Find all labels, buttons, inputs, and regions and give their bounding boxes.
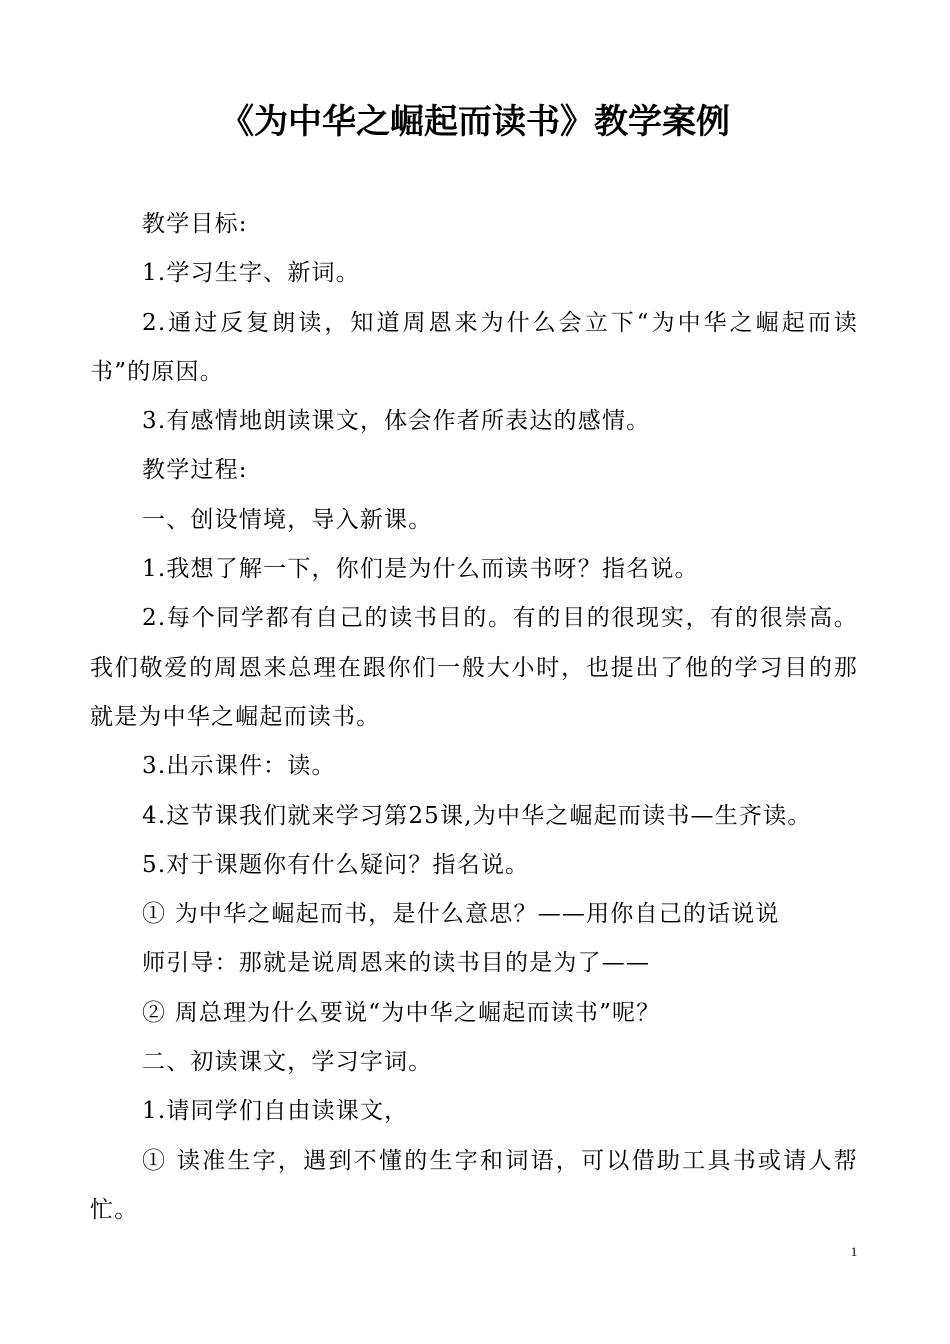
paragraph-step-1-5: 5.对于课题你有什么疑问？指名说。 [142, 851, 530, 878]
paragraph-question-1: ① 为中华之崛起而书，是什么意思？——用你自己的话说说 [142, 901, 780, 928]
paragraph-teacher-guide: 师引导：那就是说周恩来的读书目的是为了—— [142, 950, 651, 977]
paragraph-section-1-heading: 一、创设情境，导入新课。 [142, 506, 433, 533]
document-title: 《为中华之崛起而读书》教学案例 [220, 102, 730, 142]
paragraph-step-1-3: 3.出示课件：读。 [142, 753, 336, 780]
paragraph-step-2-1: 1.请同学们自由读课文， [142, 1098, 409, 1125]
paragraph-section-2-heading: 二、初读课文，学习字词。 [142, 1049, 433, 1076]
document-body [90, 200, 858, 1235]
paragraph-question-2: ② 周总理为什么要说“为中华之崛起而读书”呢？ [142, 999, 661, 1026]
paragraph-teaching-goals-heading: 教学目标: [142, 211, 248, 237]
paragraph-step-1-4: 4.这节课我们就来学习第25课,为中华之崛起而读书—生齐读。 [142, 802, 812, 829]
page-number: 1 [850, 1244, 858, 1259]
paragraph-step-1-1: 1.我想了解一下，你们是为什么而读书呀？指名说。 [142, 556, 699, 583]
paragraph-step-2-1-a: ① 读准生字，遇到不懂的生字和词语，可以借助工具书或请人帮忙。 [90, 1147, 858, 1223]
paragraph-teaching-process-heading: 教学过程: [142, 457, 248, 484]
paragraph-step-1-2: 2.每个同学都有自己的读书目的。有的目的很现实，有的很崇高。我们敬爱的周恩来总理在跟你们一般大小时，也提出了他的学习目的那就是为中华之崛起而读书。 [90, 605, 858, 730]
paragraph-goal-2: 2.通过反复朗读，知道周恩来为什么会立下“为中华之崛起而读书”的原因。 [90, 309, 858, 385]
paragraph-goal-3: 3.有感情地朗读课文，体会作者所表达的感情。 [142, 408, 651, 435]
paragraph-goal-1: 1.学习生字、新词。 [142, 260, 360, 287]
